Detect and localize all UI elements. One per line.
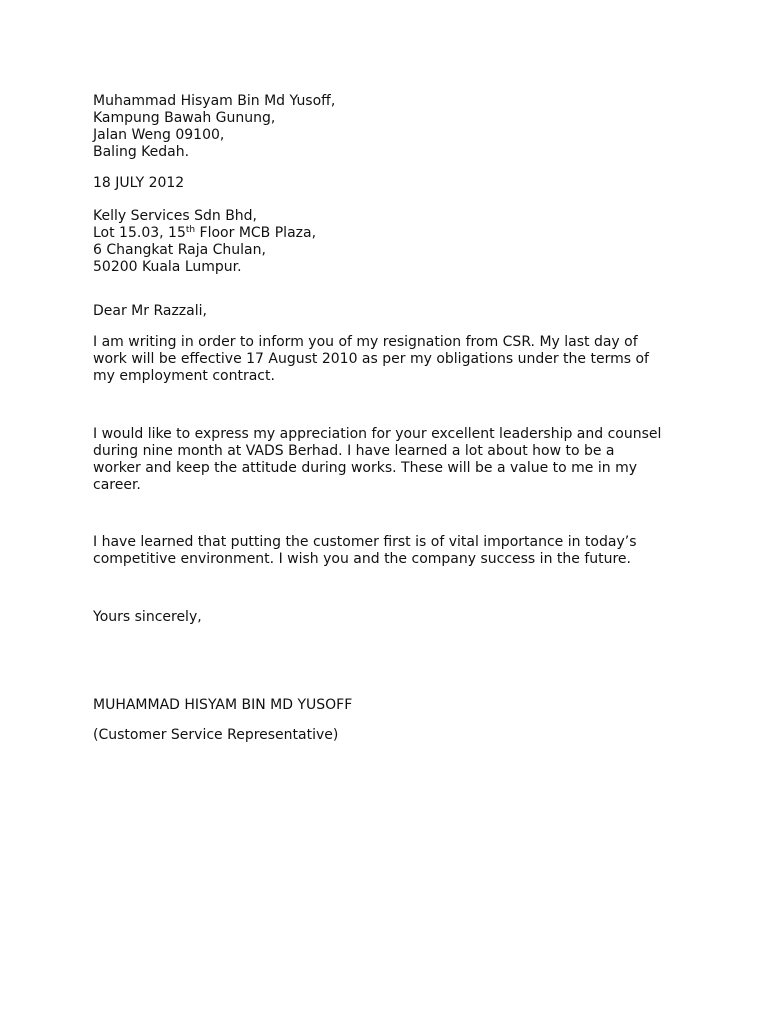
salutation — [93, 303, 713, 320]
body-paragraph-2 — [93, 426, 713, 494]
recipient-floor: Floor MCB Plaza, — [195, 225, 317, 241]
paragraph-line: I would like to express my appreciation for your excellent leadership and counsel — [93, 426, 662, 442]
signature-title-text: (Customer Service Representative) — [93, 727, 339, 743]
recipient-lot: Lot 15.03, 15 — [93, 225, 186, 241]
ordinal-suffix: th — [185, 225, 196, 235]
paragraph-line: worker and keep the attitude during works. These will be a value to me in my — [93, 460, 638, 476]
signature-title — [93, 727, 713, 744]
recipient-address-line: 6 Changkat Raja Chulan, — [93, 242, 266, 258]
paragraph-line: career. — [93, 477, 141, 493]
recipient-address — [93, 208, 713, 276]
recipient-company: Kelly Services Sdn Bhd, — [93, 208, 258, 224]
signature-name-text: MUHAMMAD HISYAM BIN MD YUSOFF — [93, 697, 353, 713]
closing-text: Yours sincerely, — [93, 609, 202, 625]
paragraph-line: during nine month at VADS Berhad. I have learned a lot about how to be a — [93, 443, 615, 459]
paragraph-line: my employment contract. — [93, 368, 275, 384]
sender-address-line: Jalan Weng 09100, — [93, 127, 225, 143]
sender-address — [93, 93, 713, 161]
salutation-text: Dear Mr Razzali, — [93, 303, 207, 319]
sender-address-line: Kampung Bawah Gunung, — [93, 110, 276, 126]
signature-name — [93, 697, 713, 714]
paragraph-line: work will be effective 17 August 2010 as per my obligations under the terms of — [93, 351, 649, 367]
sender-name: Muhammad Hisyam Bin Md Yusoff, — [93, 93, 336, 109]
body-paragraph-1 — [93, 334, 713, 385]
paragraph-line: competitive environment. I wish you and the company success in the future. — [93, 551, 631, 567]
recipient-address-line — [93, 225, 713, 242]
date-text: 18 JULY 2012 — [93, 175, 185, 191]
sender-address-line: Baling Kedah. — [93, 144, 190, 160]
letter-date — [93, 175, 713, 192]
recipient-address-line: 50200 Kuala Lumpur. — [93, 259, 242, 275]
body-paragraph-3 — [93, 534, 713, 568]
paragraph-line: I am writing in order to inform you of my resignation from CSR. My last day of — [93, 334, 638, 350]
closing — [93, 609, 713, 626]
paragraph-line: I have learned that putting the customer first is of vital importance in today’s — [93, 534, 637, 550]
